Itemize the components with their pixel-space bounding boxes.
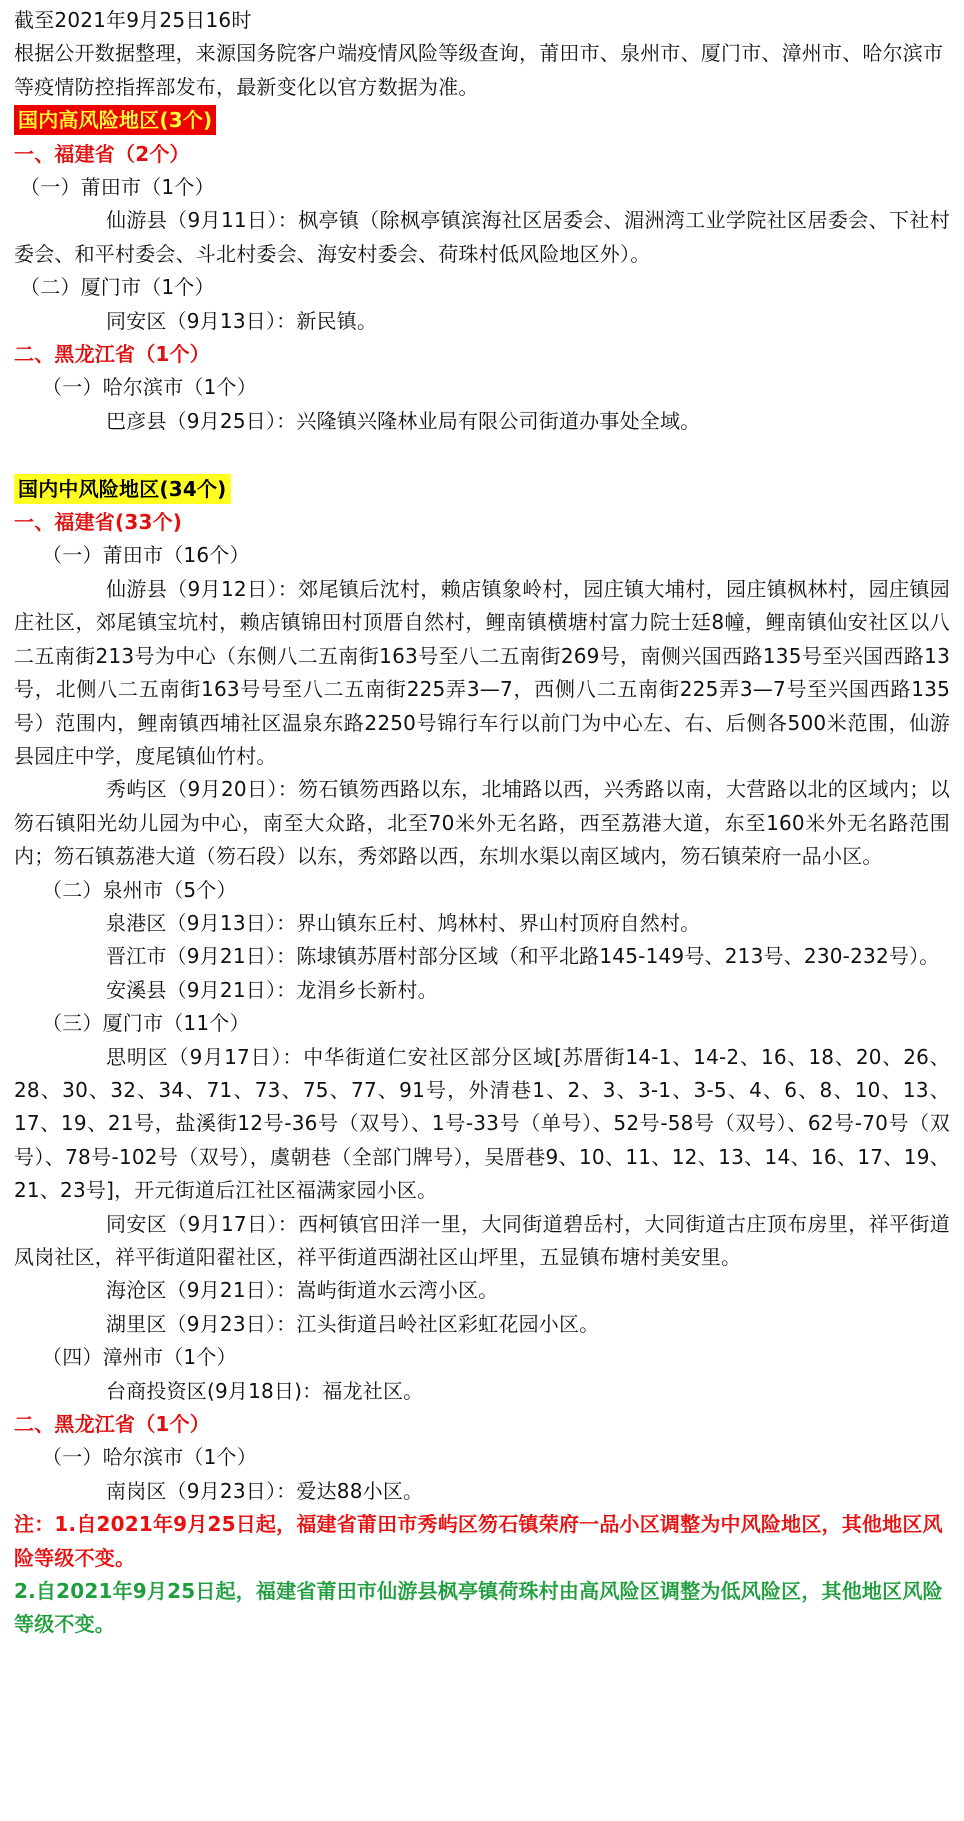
medium-area-quangang: 泉港区（9月13日）：界山镇东丘村、鸠林村、界山村顶府自然村。: [106, 910, 701, 935]
medium-area-haicang: 海沧区（9月21日）：嵩屿街道水云湾小区。: [106, 1278, 499, 1303]
medium-city-harbin: （一）哈尔滨市（1个）: [42, 1445, 257, 1470]
medium-area-tongan: 同安区（9月17日）：西柯镇官田洋一里，大同街道碧岳村，大同街道古庄顶布房里，祥平街道凤岗社区，祥平街道阳翟社区，祥平街道西湖社区山坪里，五显镇布塘村美安里。: [14, 1211, 950, 1270]
spacer: [14, 438, 950, 471]
high-risk-section: [14, 104, 950, 137]
source-note: 根据公开数据整理，来源国务院客户端疫情风险等级查询，莆田市、泉州市、厦门市、漳州市、哈尔滨市等疫情防控指挥部发布，最新变化以官方数据为准。: [14, 41, 944, 99]
medium-province-fujian: 一、福建省(33个): [14, 510, 183, 535]
high-area-tongan: 同安区（9月13日）：新民镇。: [106, 308, 378, 333]
medium-area-anxi: 安溪县（9月21日）：龙涓乡长新村。: [106, 977, 438, 1002]
medium-province-heilongjiang: 二、黑龙江省（1个）: [14, 1412, 210, 1437]
high-city-xiamen: （二）厦门市（1个）: [20, 275, 215, 300]
medium-city-xiamen: （三）厦门市（11个）: [42, 1011, 250, 1036]
medium-area-huli: 湖里区（9月23日）：江头街道吕岭社区彩虹花园小区。: [106, 1311, 600, 1336]
high-city-putian: （一）莆田市（1个）: [20, 175, 215, 200]
high-province-fujian: 一、福建省（2个）: [14, 141, 190, 166]
medium-area-taishang: 台商投资区(9月18日)：福龙社区。: [106, 1378, 424, 1403]
high-city-harbin: （一）哈尔滨市（1个）: [42, 375, 257, 400]
medium-risk-title: 国内中风险地区(34个): [14, 474, 231, 504]
high-risk-title: 国内高风险地区(3个): [14, 105, 216, 135]
note-2: 2.自2021年9月25日起，福建省莆田市仙游县枫亭镇荷珠村由高风险区调整为低风险区，其他地区风险等级不变。: [14, 1579, 943, 1637]
medium-area-nangang: 南岗区（9月23日）：爱达88小区。: [106, 1478, 424, 1503]
note-1: 注：1.自2021年9月25日起，福建省莆田市秀屿区笏石镇荣府一品小区调整为中风险地区，其他地区风险等级不变。: [14, 1512, 943, 1570]
medium-city-quanzhou: （二）泉州市（5个）: [42, 877, 237, 902]
medium-risk-section: [14, 472, 950, 506]
high-area-xianyou: 仙游县（9月11日）：枫亭镇（除枫亭镇滨海社区居委会、湄洲湾工业学院社区居委会、下社村委会、和平村委会、斗北村委会、海安村委会、荷珠村低风险地区外）。: [14, 208, 950, 266]
medium-area-xianyou: 仙游县（9月12日）：郊尾镇后沈村，赖店镇象岭村，园庄镇大埔村，园庄镇枫林村，园庄镇园庄社区，郊尾镇宝坑村，赖店镇锦田村顶厝自然村，鲤南镇横塘村富力院士廷8幢，鲤南镇仙安社区以八二五南街213号为中心（东侧八二五南街163号至八二五南街269号，南侧兴国西路135号至兴国西路13号，北侧八二五南街163号号至八二五南街225弄3—7，西侧八二五南街225弄3—7号至兴国西路135号）范围内，鲤南镇西埔社区温泉东路2250号锦行车行以前门为中心左、右、后侧各500米范围，仙游县园庄中学，度尾镇仙竹村。: [14, 576, 951, 768]
medium-area-xiuyu: 秀屿区（9月20日）：笏石镇笏西路以东，北埔路以西，兴秀路以南，大营路以北的区域内；以笏石镇阳光幼儿园为中心，南至大众路，北至70米外无名路，西至荔港大道，东至160米外无名路范围内；笏石镇荔港大道（笏石段）以东，秀郊路以西，东圳水渠以南区域内，笏石镇荣府一品小区。: [14, 777, 950, 869]
medium-city-zhangzhou: （四）漳州市（1个）: [42, 1345, 237, 1370]
high-area-bayan: 巴彦县（9月25日）：兴隆镇兴隆林业局有限公司街道办事处全域。: [106, 408, 701, 433]
medium-city-putian: （一）莆田市（16个）: [42, 543, 250, 568]
update-timestamp: 截至2021年9月25日16时: [14, 8, 252, 32]
medium-area-siming: 思明区（9月17日）：中华街道仁安社区部分区域[苏厝街14-1、14-2、16、18、20、26、28、30、32、34、71、73、75、77、91号，外清巷1、2、3、3-1、3-5、4、6、8、10、13、17、19、21号，盐溪街12号-36号（双号）、1号-33号（单号）、52号-58号（双号）、62号-70号（双号）、78号-102号（双号），虞朝巷（全部门牌号），吴厝巷9、10、11、12、13、14、16、17、19、21、23号]，开元街道后江社区福满家园小区。: [14, 1044, 950, 1203]
medium-area-jinjiang: 晋江市（9月21日）：陈埭镇苏厝村部分区域（和平北路145-149号、213号、230-232号）。: [106, 944, 940, 969]
high-province-heilongjiang: 二、黑龙江省（1个）: [14, 342, 210, 367]
